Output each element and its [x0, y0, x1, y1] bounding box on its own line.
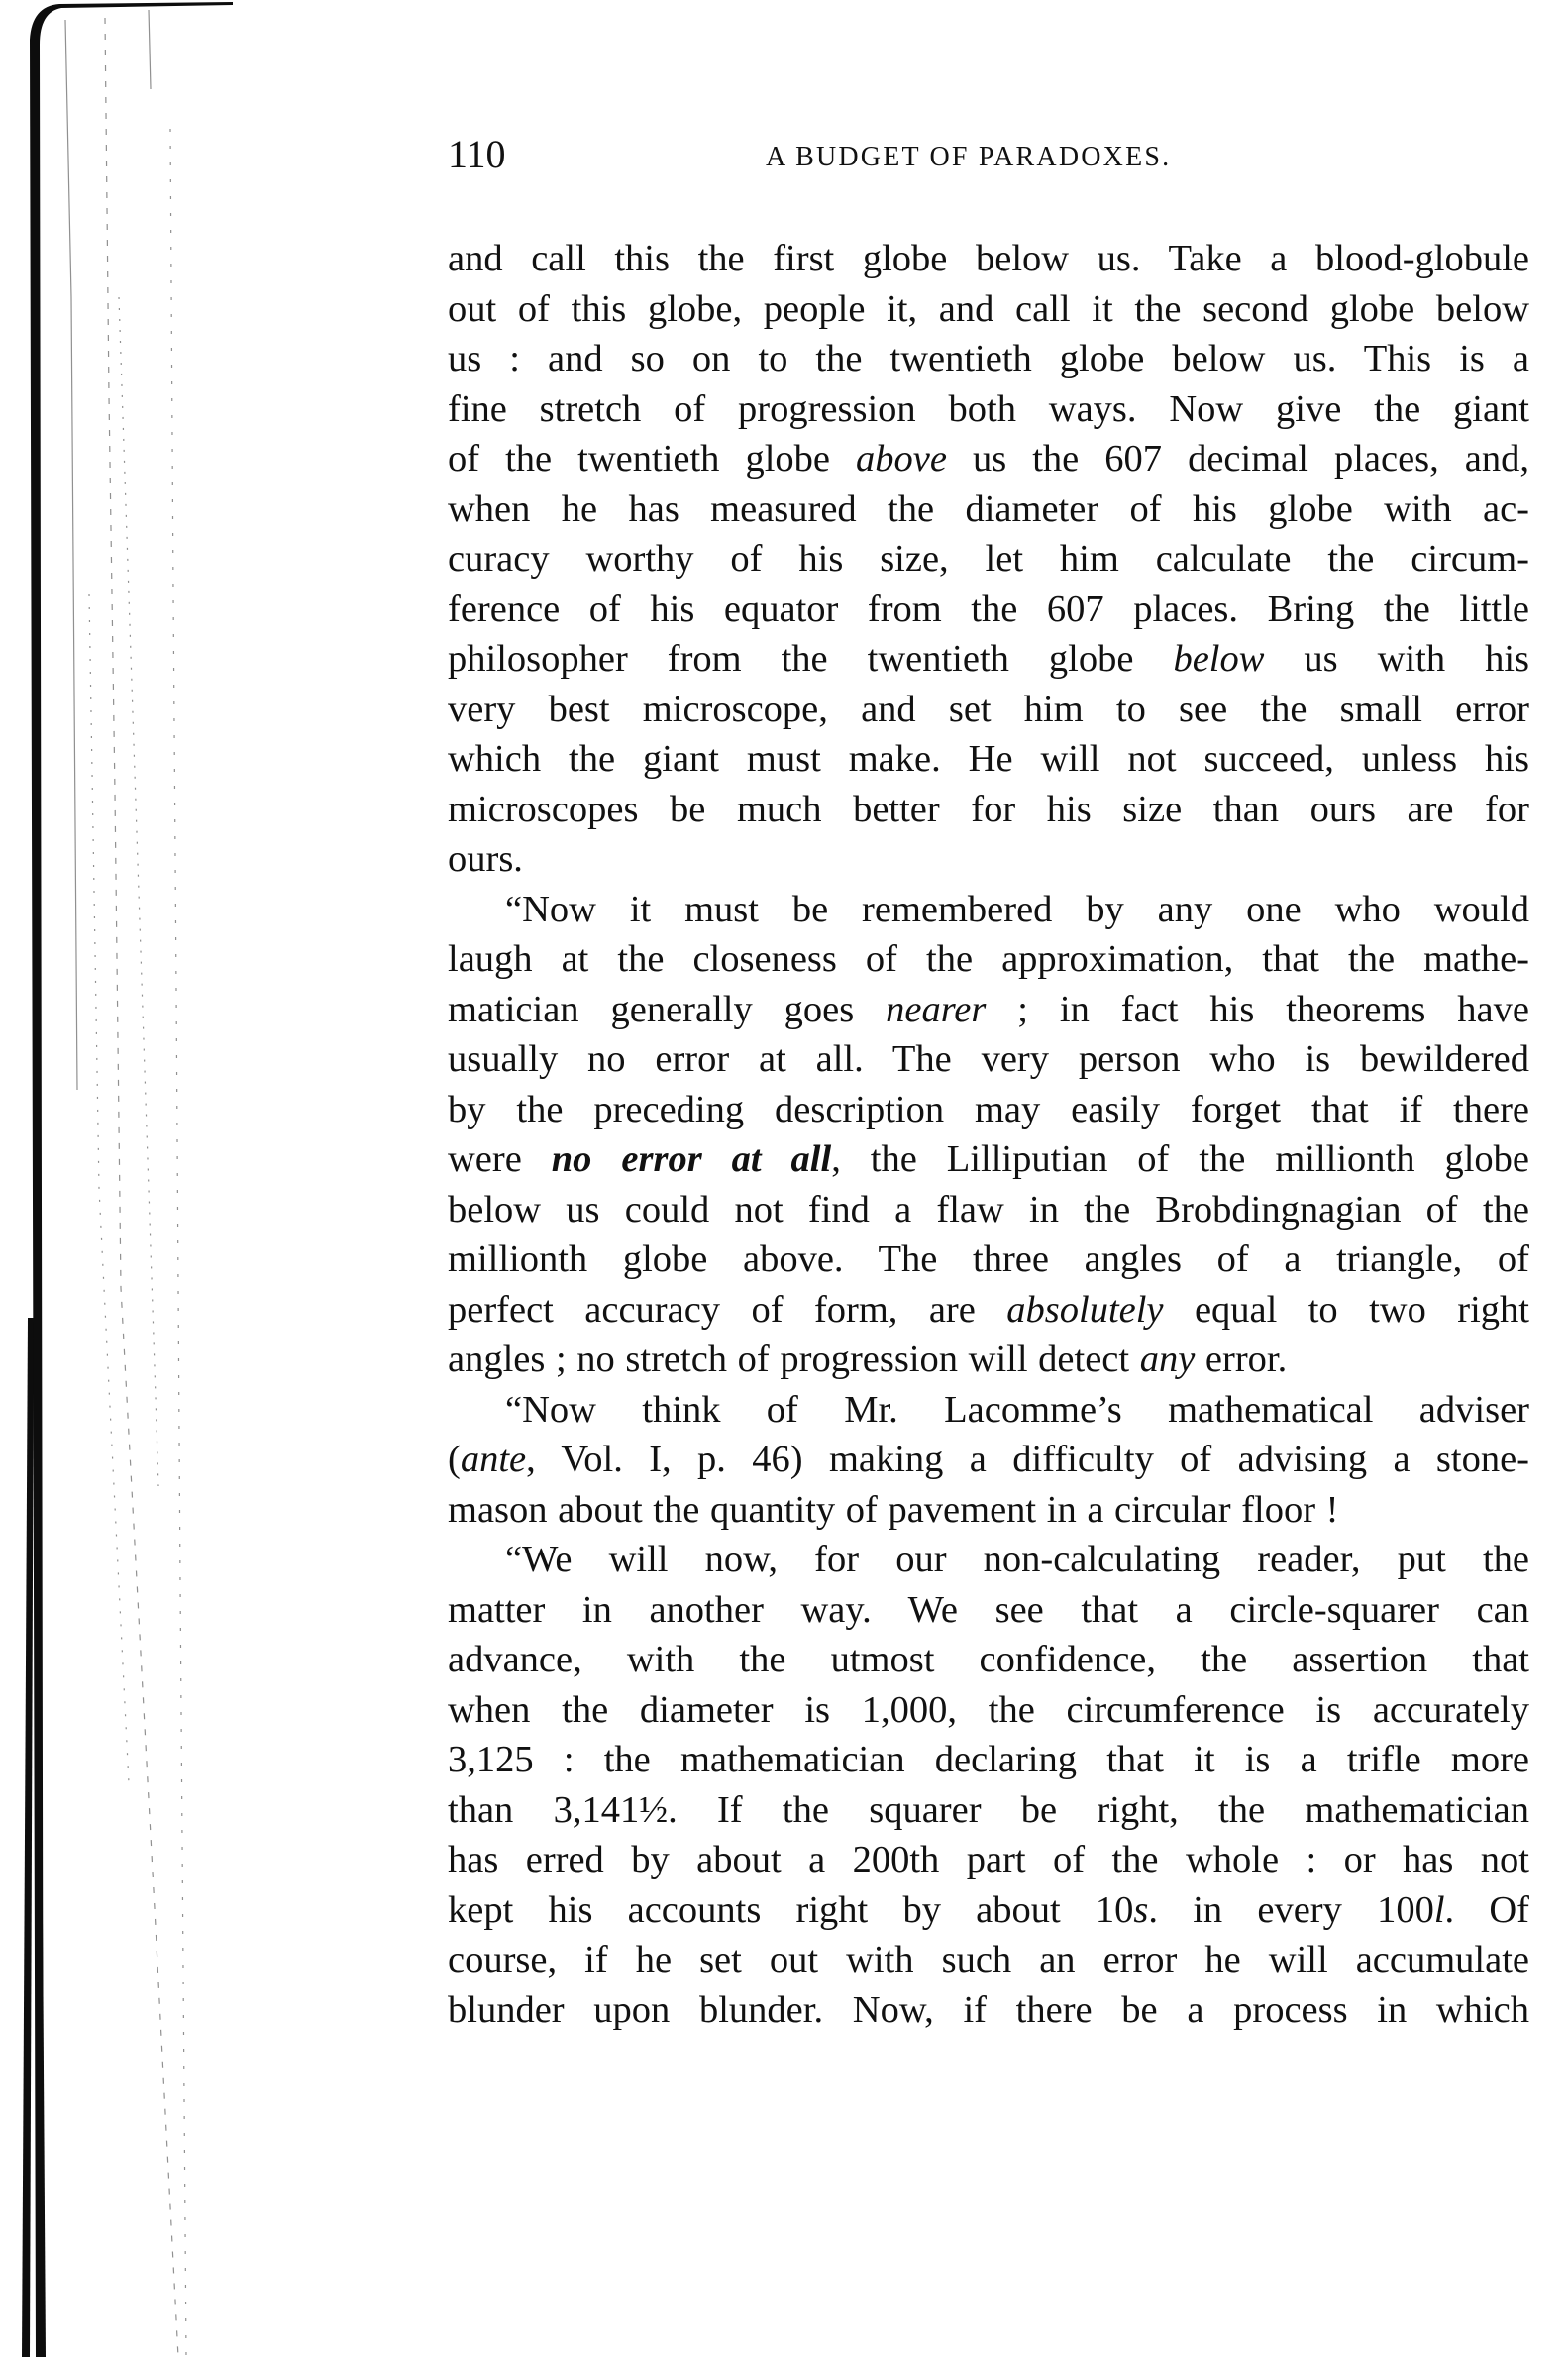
text-run: (	[448, 1439, 461, 1480]
text-run: out of this globe, people it, and call it the second globe below	[448, 287, 1529, 330]
text-line	[448, 734, 1529, 785]
text-run: us with his	[1264, 638, 1529, 680]
emphasis-text: nearer	[886, 988, 987, 1030]
text-run: curacy worthy of his size, let him calculate the circum-	[448, 538, 1529, 580]
text-run: us the 607 decimal places, and,	[946, 438, 1530, 480]
text-line	[448, 1885, 1529, 1936]
text-line	[448, 1134, 1529, 1185]
text-line	[448, 284, 1529, 335]
text-run: ; in fact his theorems have	[986, 988, 1529, 1030]
text-run: fine stretch of progression both ways. Now give the giant	[448, 387, 1529, 430]
text-line	[448, 834, 1529, 885]
emphasis-text: ante	[460, 1439, 527, 1480]
text-line	[448, 1685, 1529, 1736]
text-run: has erred by about a 200th part of the whole : or has not	[448, 1839, 1529, 1880]
text-line	[448, 1735, 1529, 1785]
text-line	[448, 1485, 1529, 1536]
running-head: A BUDGET OF PARADOXES.	[766, 142, 1172, 172]
text-line	[448, 585, 1529, 635]
text-run: by the preceding description may easily forget that if there	[448, 1088, 1529, 1130]
text-run: “Now think of Mr. Lacomme’s mathematical adviser	[505, 1388, 1529, 1431]
text-line	[448, 934, 1529, 985]
text-line	[448, 1935, 1529, 1985]
emphasis-text: no error at all	[551, 1138, 832, 1180]
text-run: “Now it must be remembered by any one who would	[505, 888, 1529, 930]
text-run: when he has measured the diameter of his globe with ac-	[448, 487, 1529, 530]
text-run: very best microscope, and set him to see the small error	[448, 688, 1529, 730]
text-run: philosopher from the twentieth globe	[448, 638, 1174, 680]
text-line	[448, 1185, 1529, 1235]
text-run: mason about the quantity of pavement in a circular floor !	[448, 1488, 1339, 1531]
text-run: course, if he set out with such an error he will accumulate	[448, 1939, 1529, 1981]
text-run: , the Lilliputian of the millionth globe	[831, 1138, 1529, 1180]
text-line	[448, 1635, 1529, 1685]
emphasis-text: l	[1433, 1888, 1445, 1931]
text-run: us : and so on to the twentieth globe below us. This is a	[448, 338, 1529, 379]
text-run: and call this the first globe below us. Take a blood-globule	[448, 238, 1529, 279]
text-run: blunder upon blunder. Now, if there be a process in which	[448, 1988, 1529, 2031]
text-line	[448, 1585, 1529, 1636]
text-run: which the giant must make. He will not succeed, unless his	[448, 738, 1529, 780]
text-run: . in every 100	[1148, 1888, 1434, 1931]
text-line	[448, 1034, 1529, 1085]
text-run: ours.	[448, 838, 523, 880]
emphasis-text: above	[856, 438, 947, 480]
text-run: angles ; no stretch of progression will detect	[448, 1339, 1140, 1380]
text-line	[448, 1234, 1529, 1285]
text-run: usually no error at all. The very person who is bewildered	[448, 1038, 1529, 1080]
text-line	[448, 1535, 1529, 1585]
emphasis-text: s	[1133, 1888, 1149, 1931]
text-line	[448, 1985, 1529, 2036]
text-run: matter in another way. We see that a circle-squarer can	[448, 1588, 1529, 1631]
text-run: than 3,141½. If the squarer be right, the mathematician	[448, 1788, 1529, 1831]
emphasis-text: any	[1139, 1339, 1196, 1380]
text-line	[448, 1285, 1529, 1336]
book-binding-edge	[0, 0, 238, 2357]
text-run: below us could not find a flaw in the Brobdingnagian of the	[448, 1188, 1529, 1231]
text-line	[448, 1785, 1529, 1836]
text-run: “We will now, for our non-calculating reader, put the	[505, 1539, 1529, 1580]
text-run: perfect accuracy of form, are	[448, 1288, 1007, 1331]
text-line	[448, 534, 1529, 585]
text-line	[448, 685, 1529, 735]
text-run: microscopes be much better for his size than ours are for	[448, 788, 1529, 830]
text-run: matician generally goes	[448, 988, 887, 1030]
emphasis-text: absolutely	[1006, 1288, 1164, 1331]
text-run: . Of	[1444, 1888, 1530, 1931]
text-line	[448, 885, 1529, 935]
text-run: when the diameter is 1,000, the circumference is accurately	[448, 1688, 1529, 1731]
text-line	[448, 234, 1529, 284]
text-run: of the twentieth globe	[448, 438, 857, 480]
text-run: kept his accounts right by about 10	[448, 1888, 1134, 1931]
text-line	[448, 634, 1529, 685]
text-run: , Vol. I, p. 46) making a difficulty of advising a stone-	[526, 1439, 1529, 1480]
text-run: were	[448, 1138, 552, 1180]
text-run: laugh at the closeness of the approximation, that the mathe-	[448, 938, 1529, 980]
text-line	[448, 785, 1529, 835]
text-run: equal to two right	[1163, 1288, 1529, 1331]
text-line	[448, 1835, 1529, 1885]
text-run: ference of his equator from the 607 places. Bring the little	[448, 588, 1529, 630]
page-number: 110	[448, 132, 506, 176]
text-line	[448, 484, 1529, 535]
text-line	[448, 1335, 1529, 1385]
text-line	[448, 384, 1529, 435]
text-line	[448, 1385, 1529, 1436]
emphasis-text: below	[1173, 638, 1265, 680]
text-run: 3,125 : the mathematician declaring that it is a trifle more	[448, 1739, 1529, 1780]
body-text	[448, 234, 1529, 2035]
text-run: error.	[1195, 1339, 1288, 1380]
text-line	[448, 434, 1529, 484]
text-line	[448, 1435, 1529, 1485]
text-run: millionth globe above. The three angles of a triangle, of	[448, 1238, 1529, 1280]
text-line	[448, 334, 1529, 384]
text-line	[448, 1085, 1529, 1135]
text-line	[448, 985, 1529, 1035]
text-run: advance, with the utmost confidence, the assertion that	[448, 1639, 1529, 1680]
